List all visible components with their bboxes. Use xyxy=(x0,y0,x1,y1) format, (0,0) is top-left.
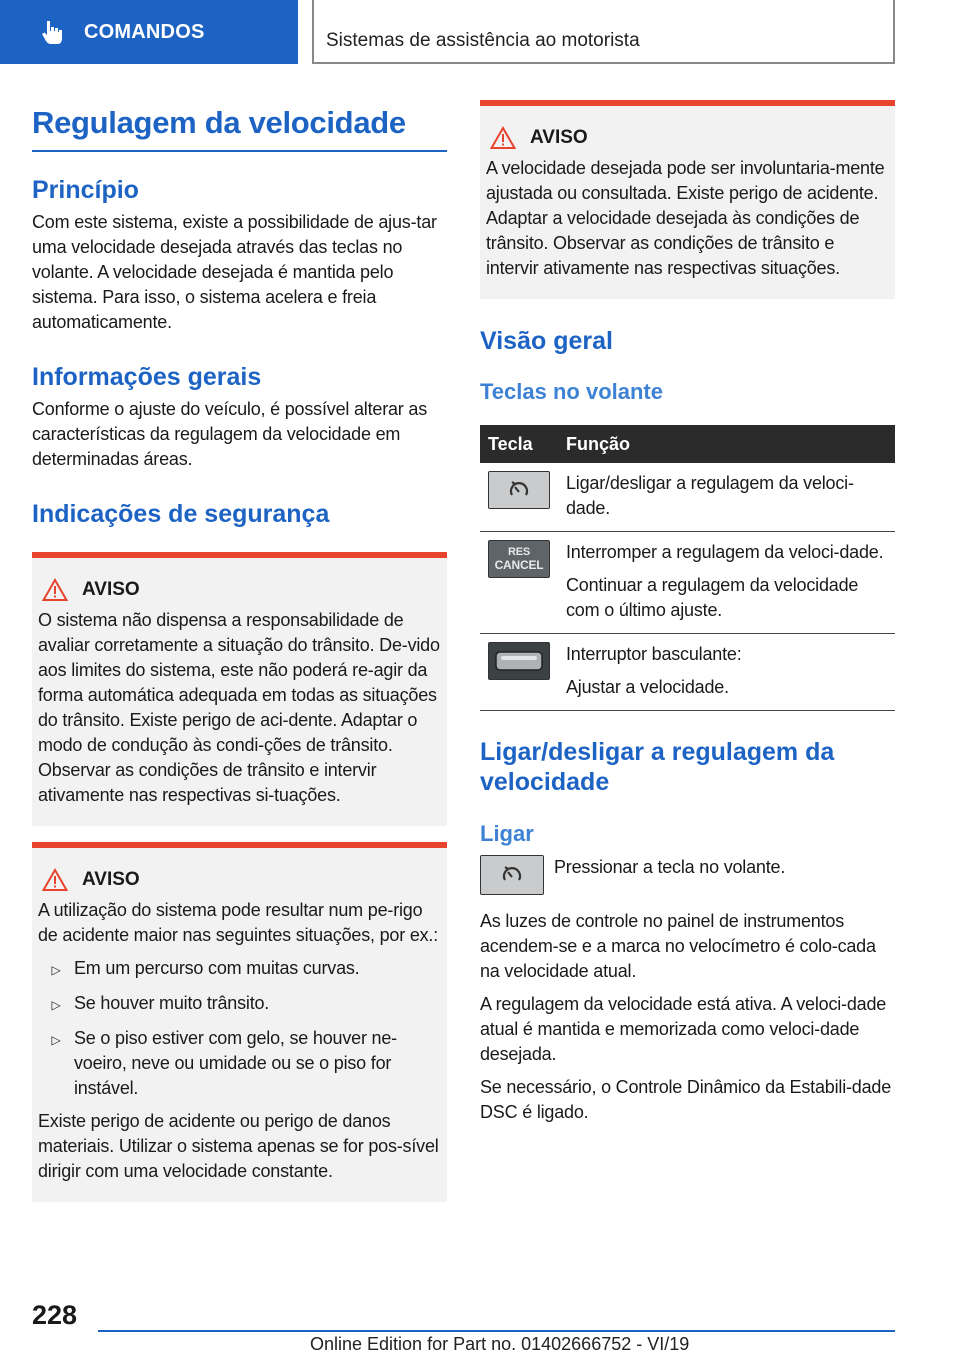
right-column xyxy=(480,100,895,1125)
footer-rule xyxy=(98,1330,895,1332)
onoff-heading: Ligar/desligar a regulagem da velocidade xyxy=(480,738,835,796)
on-heading: Ligar xyxy=(480,821,534,846)
page-title: Regulagem da velocidade xyxy=(32,105,406,140)
triangle-bullet-icon: ▷ xyxy=(51,998,61,1012)
warning-outro: Existe perigo de acidente ou perigo de danos materiais. Utilizar o sistema apenas se for pos-sível dirigir com uma velocidade constante. xyxy=(38,1111,439,1181)
keys-heading: Teclas no volante xyxy=(480,379,663,404)
on-paragraph: Se necessário, o Controle Dinâmico da Estabili-dade DSC é ligado. xyxy=(480,1077,892,1122)
table-header-function: Função xyxy=(558,425,895,463)
on-paragraph: As luzes de controle no painel de instrumentos acendem-se e a marca no velocímetro é colo-cada na velocidade atual. xyxy=(480,911,876,981)
general-text: Conforme o ajuste do veículo, é possível alterar as características da regulagem da velocidade em determinadas áreas. xyxy=(32,399,428,469)
cruise-control-icon xyxy=(488,471,550,509)
chapter-title: Sistemas de assistência ao motorista xyxy=(326,30,640,51)
warning-box xyxy=(480,100,895,299)
hand-pointer-icon xyxy=(38,17,68,47)
table-row: RES CANCEL Interromper a regulagem da veloci-dade. Continuar a regulagem da velocidade com o último ajuste. xyxy=(480,532,895,634)
page-number: 228 xyxy=(32,1300,78,1330)
on-step xyxy=(480,855,895,895)
list-item: ▷ Em um percurso com muitas curvas. xyxy=(38,956,441,983)
rocker-switch-icon xyxy=(488,642,550,680)
principle-heading: Princípio xyxy=(32,176,139,204)
table-header-key: Tecla xyxy=(480,425,558,463)
warning-intro: A utilização do sistema pode resultar num pe-rigo de acidente maior nas seguintes situações, por ex.: xyxy=(38,900,439,945)
warning-triangle-icon xyxy=(490,126,516,150)
warning-text: O sistema não dispensa a responsabilidade de avaliar corretamente a situação do trânsito. De-vido aos limites do sistema, este não poderá re-agir da forma automática adequada em todas as situações do trânsito. Existe perigo de aci-dente. Adaptar o modo de condução às condi-ções de trânsito. Observar as condições de trânsito e intervir ativamente nas respectivas si-tuações. xyxy=(38,610,440,805)
title-rule xyxy=(32,150,447,152)
on-step-text: Pressionar a tecla no volante. xyxy=(554,857,786,877)
section-label: COMANDOS xyxy=(84,20,205,43)
cruise-control-icon xyxy=(480,855,544,895)
res-cancel-button: RES CANCEL xyxy=(488,540,550,578)
warning-triangle-icon xyxy=(42,578,68,602)
warning-label: AVISO xyxy=(82,869,140,890)
on-paragraph: A regulagem da velocidade está ativa. A veloci-dade atual é mantida e memorizada como veloci-dade desejada. xyxy=(480,994,887,1064)
warning-box xyxy=(32,842,447,1202)
triangle-bullet-icon: ▷ xyxy=(51,1033,61,1047)
triangle-bullet-icon: ▷ xyxy=(51,963,61,977)
general-heading: Informações gerais xyxy=(32,363,262,391)
warning-box xyxy=(32,552,447,826)
table-row: Interruptor basculante: Ajustar a velocidade. xyxy=(480,634,895,711)
edition-note: Online Edition for Part no. 01402666752 - VI/19 xyxy=(310,1334,690,1354)
warning-label: AVISO xyxy=(530,127,588,148)
warning-label: AVISO xyxy=(82,579,140,600)
list-item: ▷ Se houver muito trânsito. xyxy=(38,991,441,1018)
warning-text: A velocidade desejada pode ser involuntaria-mente ajustada ou consultada. Existe perigo de acidente. Adaptar a velocidade desejada às condições de trânsito. Observar as condições de trânsito e intervir ativamente nas respectivas situações. xyxy=(486,158,885,278)
chapter-header xyxy=(312,0,895,64)
overview-heading: Visão geral xyxy=(480,327,613,355)
warning-triangle-icon xyxy=(42,868,68,892)
section-tab xyxy=(0,0,298,64)
list-item: ▷ Se o piso estiver com gelo, se houver ne-voeiro, neve ou umidade ou se o piso for instável. xyxy=(38,1026,441,1101)
principle-text: Com este sistema, existe a possibilidade de ajus-tar uma velocidade desejada através das teclas no volante. A velocidade desejada é mantida pelo sistema. Para isso, o sistema acelera e freia automaticamente. xyxy=(32,212,437,332)
safety-heading: Indicações de segurança xyxy=(32,500,330,528)
keys-table xyxy=(480,425,895,711)
table-row: Ligar/desligar a regulagem da veloci-dade. xyxy=(480,463,895,532)
left-column xyxy=(32,100,447,1202)
